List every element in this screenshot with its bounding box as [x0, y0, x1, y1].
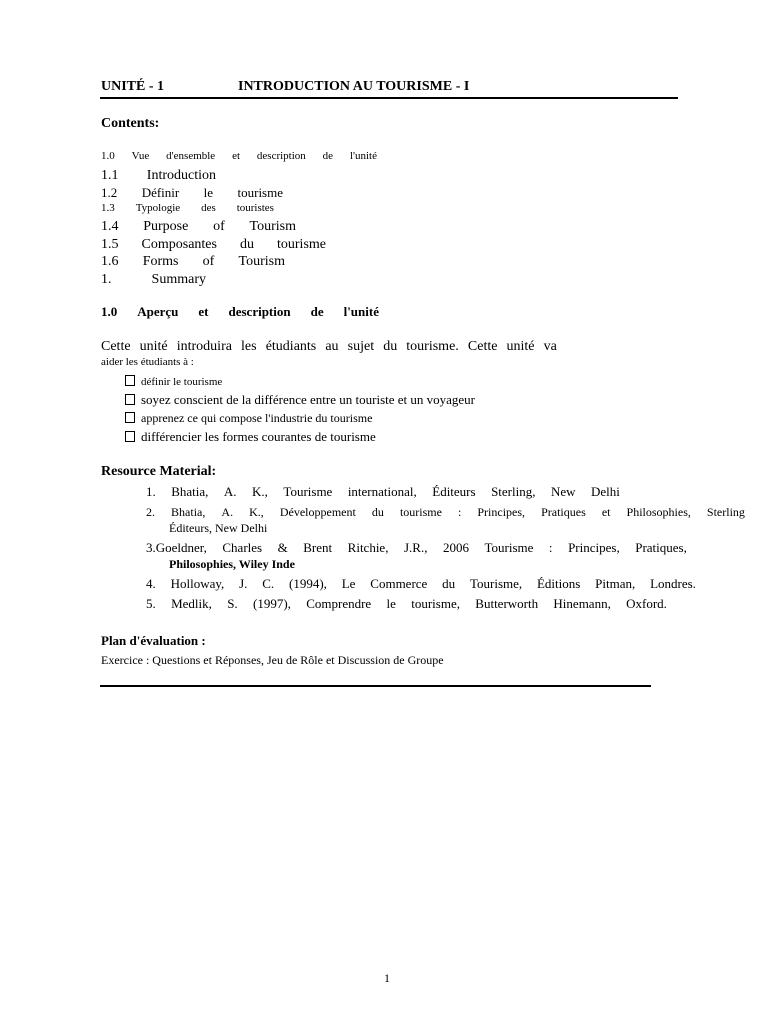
toc-word: Définir — [141, 185, 180, 200]
toc-word: tourisme — [237, 185, 283, 200]
toc-item — [101, 219, 296, 235]
reference-word: K., — [252, 484, 268, 499]
reference-word: C. — [262, 576, 275, 591]
bottom-divider — [100, 685, 651, 687]
reference-word: 2006 — [442, 540, 469, 555]
reference-word: : — [548, 540, 553, 555]
toc-word: du — [239, 237, 254, 252]
contents-heading: Contents: — [101, 116, 160, 131]
heading-word: 1.0 — [101, 304, 118, 319]
reference-word: Sterling, — [491, 484, 536, 499]
toc-word: description — [256, 150, 306, 162]
intro-word: sujet — [347, 339, 375, 354]
toc-item — [101, 150, 377, 162]
heading-word: l'unité — [343, 304, 379, 319]
reference-word: Oxford. — [626, 596, 667, 611]
reference-word: A. — [223, 484, 237, 499]
reference-word: le — [386, 596, 396, 611]
reference-word: & — [277, 540, 288, 555]
reference-word: Hinemann, — [553, 596, 611, 611]
toc-word: d'ensemble — [166, 150, 216, 162]
toc-word: 1.6 — [101, 254, 119, 269]
intro-word: Cette — [467, 339, 498, 354]
reference-item — [146, 484, 620, 500]
toc-word: de — [322, 150, 334, 162]
reference-word: international, — [347, 484, 417, 499]
toc-word: Tourism — [238, 254, 285, 269]
unit-label: UNITÉ - 1 — [101, 79, 165, 94]
reference-word: Pratiques, — [635, 540, 687, 555]
intro-word: unité — [139, 339, 168, 354]
reference-word: Bhatia, — [171, 505, 206, 519]
intro-paragraph-continuation: aider les étudiants à : — [101, 356, 194, 368]
checkbox-icon — [125, 431, 135, 442]
reference-word: Tourisme — [484, 540, 534, 555]
intro-paragraph-line — [101, 339, 557, 355]
reference-word: : — [457, 505, 462, 519]
reference-word: Pitman, — [595, 576, 636, 591]
reference-continuation: Philosophies, Wiley Inde — [169, 557, 295, 571]
toc-word: et — [232, 150, 241, 162]
toc-item — [101, 254, 285, 270]
reference-word: J. — [239, 576, 248, 591]
reference-word: Brent — [303, 540, 333, 555]
intro-word: unité — [506, 339, 535, 354]
objective-item: apprenez ce qui compose l'industrie du tourisme — [125, 411, 372, 426]
reference-word: Butterworth — [475, 596, 539, 611]
reference-word: Principes, — [477, 505, 526, 519]
reference-word: tourisme — [399, 505, 442, 519]
reference-word: du — [442, 576, 456, 591]
intro-word: Cette — [101, 339, 131, 354]
intro-word: étudiants — [265, 339, 317, 354]
toc-word: touristes — [236, 202, 274, 214]
checkbox-icon — [125, 412, 135, 423]
reference-word: S. — [227, 596, 238, 611]
objective-item: définir le tourisme — [125, 375, 222, 388]
toc-word: of — [202, 254, 215, 269]
toc-word: Forms — [142, 254, 179, 269]
reference-continuation: Éditeurs, New Delhi — [169, 521, 268, 535]
toc-word: le — [203, 185, 214, 200]
reference-word: A. — [221, 505, 234, 519]
reference-item — [146, 505, 745, 520]
toc-item — [101, 185, 283, 201]
toc-word: 1.0 — [101, 150, 115, 162]
reference-word: Ritchie, — [347, 540, 389, 555]
objective-item: soyez conscient de la différence entre un touriste et un voyageur — [125, 392, 475, 408]
reference-word: New — [550, 484, 576, 499]
reference-word: Tourisme — [283, 484, 333, 499]
reference-word: Charles — [222, 540, 263, 555]
reference-item — [146, 576, 696, 592]
reference-word: Bhatia, — [171, 484, 209, 499]
toc-word: 1. — [101, 272, 112, 287]
reference-word: J.R., — [403, 540, 428, 555]
toc-word: 1.3 — [101, 202, 115, 214]
evaluation-heading: Plan d'évaluation : — [101, 633, 206, 648]
checkbox-icon — [125, 375, 135, 386]
reference-word: Principes, — [568, 540, 620, 555]
reference-word: (1994), — [288, 576, 327, 591]
toc-word: of — [213, 219, 225, 234]
intro-word: va — [543, 339, 557, 354]
reference-word: Tourisme, — [469, 576, 523, 591]
intro-word: au — [325, 339, 339, 354]
toc-word: tourisme — [277, 237, 326, 252]
reference-word: Londres. — [650, 576, 696, 591]
toc-word: Introduction — [146, 168, 216, 183]
reference-item — [146, 596, 667, 612]
checkbox-icon — [125, 394, 135, 405]
heading-word: description — [228, 304, 291, 319]
toc-word: 1.1 — [101, 168, 119, 183]
reference-word: et — [601, 505, 611, 519]
reference-word: 4. — [146, 576, 156, 591]
toc-word: Composantes — [141, 237, 217, 252]
objective-item: différencier les formes courantes de tourisme — [125, 429, 376, 445]
top-divider — [100, 97, 678, 99]
reference-word: 5. — [146, 596, 156, 611]
reference-word: Medlik, — [171, 596, 212, 611]
reference-word: Commerce — [370, 576, 428, 591]
reference-word: Holloway, — [170, 576, 225, 591]
reference-word: (1997), — [252, 596, 291, 611]
toc-word: Vue — [131, 150, 150, 162]
reference-word: Philosophies, — [626, 505, 691, 519]
reference-word: 1. — [146, 484, 156, 499]
toc-word: des — [201, 202, 216, 214]
toc-item — [101, 202, 274, 214]
toc-word: Typologie — [135, 202, 181, 214]
intro-word: tourisme. — [406, 339, 459, 354]
section-heading-overview — [101, 304, 379, 320]
intro-word: introduira — [176, 339, 232, 354]
reference-word: Le — [341, 576, 356, 591]
toc-item — [101, 237, 326, 253]
toc-word: 1.4 — [101, 219, 119, 234]
toc-word: l'unité — [349, 150, 377, 162]
toc-item — [101, 272, 206, 288]
reference-word: K., — [249, 505, 264, 519]
intro-word: du — [383, 339, 398, 354]
toc-word: 1.5 — [101, 237, 119, 252]
document-title: INTRODUCTION AU TOURISME - I — [238, 79, 470, 94]
toc-word: Purpose — [143, 219, 189, 234]
reference-word: Développement — [279, 505, 356, 519]
heading-word: de — [310, 304, 324, 319]
reference-word: 2. — [146, 505, 155, 519]
toc-word: Summary — [151, 272, 206, 287]
reference-word: Delhi — [591, 484, 620, 499]
toc-word: Tourism — [249, 219, 296, 234]
reference-word: Éditeurs — [432, 484, 476, 499]
page-number: 1 — [384, 971, 390, 985]
reference-word: 3.Goeldner, — [146, 540, 207, 555]
reference-word: Éditions — [536, 576, 581, 591]
reference-word: du — [371, 505, 384, 519]
reference-word: Sterling — [706, 505, 745, 519]
intro-word: les — [241, 339, 257, 354]
resource-heading: Resource Material: — [101, 464, 217, 479]
reference-word: tourisme, — [411, 596, 460, 611]
heading-word: Aperçu — [137, 304, 179, 319]
reference-word: Pratiques — [541, 505, 586, 519]
toc-word: 1.2 — [101, 185, 118, 200]
reference-word: Comprendre — [306, 596, 372, 611]
toc-item — [101, 168, 216, 184]
evaluation-text: Exercice : Questions et Réponses, Jeu de Rôle et Discussion de Groupe — [101, 653, 444, 667]
reference-item — [146, 540, 687, 556]
heading-word: et — [198, 304, 209, 319]
